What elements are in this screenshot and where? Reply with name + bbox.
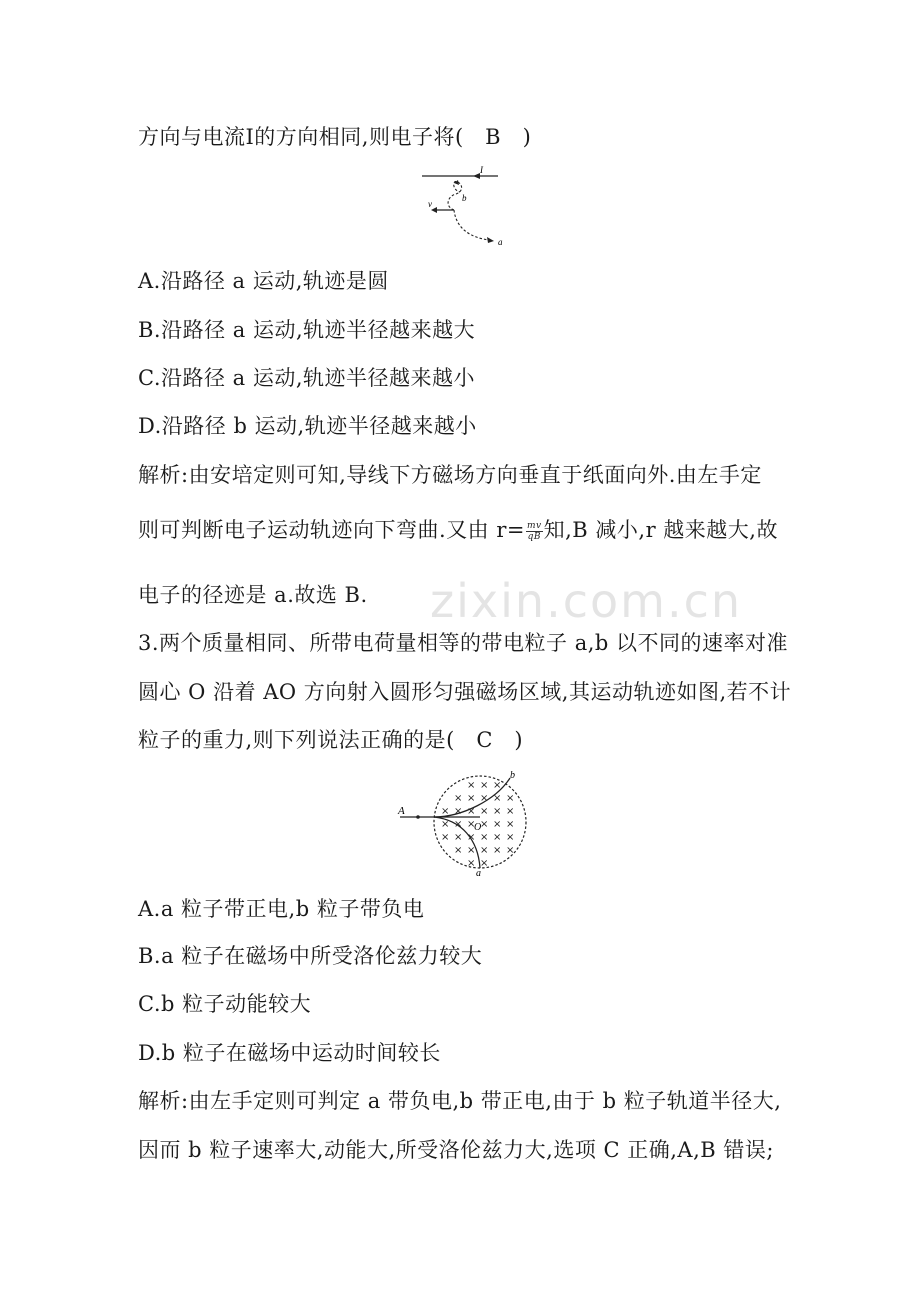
q2-option-c: C.沿路径 a 运动,轨迹半径越来越小	[138, 366, 476, 390]
field-cross: ×	[454, 845, 463, 856]
field-cross: ×	[454, 793, 463, 804]
q2-analysis-line2-before: 则可判断电子运动轨迹向下弯曲.又由 r=	[138, 518, 525, 542]
field-cross: ×	[493, 845, 502, 856]
current-label: I	[480, 166, 483, 175]
field-cross: ×	[467, 780, 476, 791]
field-cross: ×	[506, 793, 515, 804]
q3-option-d: D.b 粒子在磁场中运动时间较长	[138, 1041, 441, 1065]
q2-stem: 方向与电流Ⅰ的方向相同,则电子将( B )	[138, 125, 532, 149]
q2-option-a: A.沿路径 a 运动,轨迹是圆	[138, 269, 389, 293]
field-cross: ×	[480, 780, 489, 791]
field-cross: ×	[493, 780, 502, 791]
q3-stem-line3: 粒子的重力,则下列说法正确的是( C )	[138, 728, 524, 752]
q2-analysis-line2-after: 知,B 减小,r 越来越大,故	[543, 518, 778, 542]
field-cross: ×	[467, 806, 476, 817]
q3-option-a: A.a 粒子带正电,b 粒子带负电	[138, 897, 425, 921]
q2-figure	[418, 166, 508, 250]
field-cross: ×	[480, 832, 489, 843]
field-cross: ×	[467, 793, 476, 804]
current-arrow	[473, 173, 480, 179]
field-cross: ×	[493, 832, 502, 843]
point-A	[416, 815, 420, 819]
formula-fraction	[526, 521, 543, 542]
q2-analysis-line1: 解析:由安培定则可知,导线下方磁场方向垂直于纸面向外.由左手定	[138, 463, 762, 487]
q2-analysis-line2	[138, 516, 778, 544]
field-cross: ×	[467, 858, 476, 869]
field-cross: ×	[493, 793, 502, 804]
field-cross: ×	[480, 806, 489, 817]
q3-analysis-line1: 解析:由左手定则可判定 a 带负电,b 带正电,由于 b 粒子轨道半径大,	[138, 1089, 782, 1113]
fraction-numerator: mv	[526, 521, 542, 531]
q3-analysis-line2: 因而 b 粒子速率大,动能大,所受洛伦兹力大,选项 C 正确,A,B 错误;	[138, 1138, 774, 1162]
field-cross: ×	[506, 806, 515, 817]
trajectory-b-label: b	[510, 770, 515, 781]
field-cross: ×	[441, 819, 450, 830]
velocity-label: v	[428, 199, 432, 209]
field-cross: ×	[480, 793, 489, 804]
q3-option-c: C.b 粒子动能较大	[138, 992, 312, 1016]
q3-figure	[392, 770, 542, 880]
point-A-label: A	[398, 805, 405, 817]
field-cross: ×	[467, 819, 476, 830]
field-cross: ×	[467, 845, 476, 856]
center-O-label: O	[474, 822, 482, 833]
q2-option-b: B.沿路径 a 运动,轨迹半径越来越大	[138, 318, 476, 342]
q2-option-d: D.沿路径 b 运动,轨迹半径越来越小	[138, 414, 477, 438]
field-cross: ×	[480, 819, 489, 830]
q3-option-b: B.a 粒子在磁场中所受洛伦兹力较大	[138, 944, 483, 968]
field-cross: ×	[506, 832, 515, 843]
fraction-denominator: qB	[527, 532, 541, 542]
path-a-label: a	[498, 237, 503, 247]
trajectory-a-label: a	[476, 868, 481, 879]
field-cross: ×	[506, 819, 515, 830]
q3-stem-line2: 圆心 O 沿着 AO 方向射入圆形匀强磁场区域,其运动轨迹如图,若不计	[138, 680, 792, 704]
path-b	[448, 181, 462, 210]
field-cross: ×	[493, 806, 502, 817]
field-cross: ×	[480, 845, 489, 856]
field-cross: ×	[467, 832, 476, 843]
field-cross: ×	[506, 845, 515, 856]
q2-analysis-line3: 电子的径迹是 a.故选 B.	[138, 583, 368, 607]
field-cross: ×	[441, 806, 450, 817]
field-cross: ×	[454, 832, 463, 843]
field-cross: ×	[441, 832, 450, 843]
watermark: zixin.com.cn	[430, 574, 743, 628]
field-cross: ×	[454, 819, 463, 830]
field-cross: ×	[493, 819, 502, 830]
path-b-label: b	[462, 193, 467, 203]
field-cross: ×	[480, 858, 489, 869]
q3-stem-line1: 3.两个质量相同、所带电荷量相等的带电粒子 a,b 以不同的速率对准	[138, 631, 789, 655]
field-cross: ×	[454, 806, 463, 817]
path-a	[454, 210, 490, 240]
